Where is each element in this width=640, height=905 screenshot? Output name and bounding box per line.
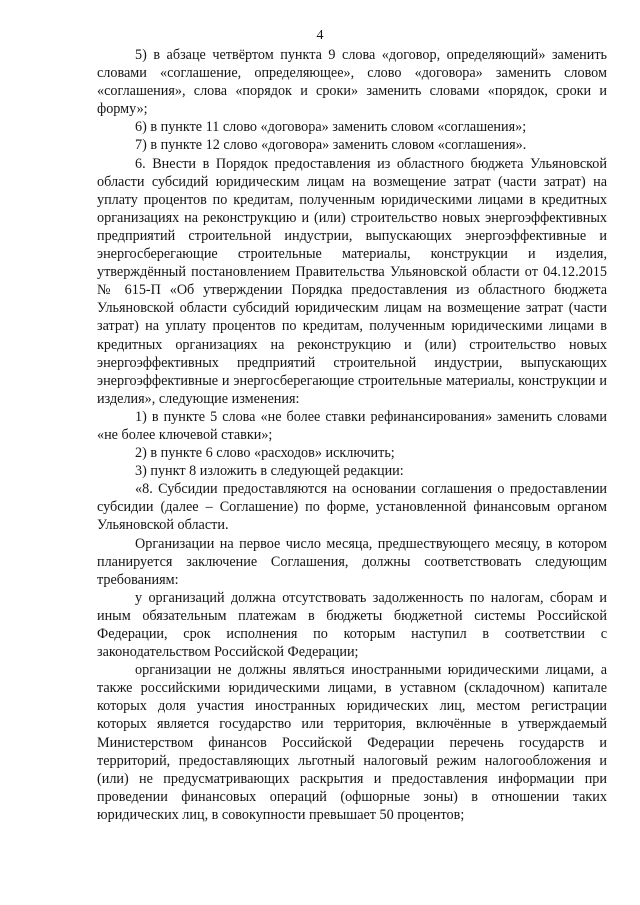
paragraph-subitem-3: 3) пункт 8 изложить в следующей редакции: xyxy=(135,463,404,480)
paragraph-section-6: 6. Внести в Порядок предоставления из областного бюджета Ульяновской области субсидий юридическим лицам на возмещение затрат (части затрат) на уплату процентов по кредитам, полученным юридическими лицами в кредитных организациях на реконструкцию и (или) строительство новых энергоэффективных предприятий строительной индустрии, выпускающих энергоэффективные и энергосберегающие строительные материалы, конструкции и изделия, утверждённый постановлением Правительства Ульяновской области от 04.12.2015 № 615-П «Об утверждении Порядка предоставления из областного бюджета Ульяновской области субсидий юридическим лицам на возмещение затрат (части затрат) на уплату процентов по кредитам, полученным юридическими лицами в кредитных организациях на реконструкцию и (или) строительство новых энергоэффективных предприятий строительной индустрии, выпускающих энергоэффективные и энергосберегающие строительные материалы, конструкции и изделия», следующие изменения: xyxy=(97,155,607,407)
paragraph-item-5: 5) в абзаце четвёртом пункта 9 слова «договор, определяющий» заменить словами «соглашение, определяющее», слово «договора» заменить словом «соглашения», слова «порядок и сроки» заменить словами «порядок, сроки и форму»; xyxy=(97,47,607,118)
page-number: 4 xyxy=(316,28,324,43)
paragraph-requirements-intro: Организации на первое число месяца, предшествующего месяцу, в котором планируется заключение Соглашения, должны соответствовать следующим требованиям: xyxy=(97,535,607,588)
paragraph-item-7: 7) в пункте 12 слово «договора» заменить словом «соглашения». xyxy=(135,137,527,154)
paragraph-item-6: 6) в пункте 11 слово «договора» заменить словом «соглашения»; xyxy=(135,119,527,136)
paragraph-subitem-2: 2) в пункте 6 слово «расходов» исключить; xyxy=(135,445,395,462)
paragraph-requirement-tax-debt: у организаций должна отсутствовать задолженность по налогам, сборам и иным обязательным платежам в бюджеты бюджетной системы Российской Федерации, срок исполнения по которым наступил в соответствии с законодательством Российской Федерации; xyxy=(97,589,607,661)
document-body xyxy=(97,46,607,824)
paragraph-clause-8: «8. Субсидии предоставляются на основании соглашения о предоставлении субсидии (далее – Соглашение) по форме, установленной финансовым органом Ульяновской области. xyxy=(97,481,607,534)
paragraph-requirement-offshore: организации не должны являться иностранными юридическими лицами, а также российскими юридическими лицами, в уставном (складочном) капитале которых доля участия иностранных юридических лиц, местом регистрации которых является государство или территория, включённые в утверждаемый Министерством финансов Российской Федерации перечень государств и территорий, предоставляющих льготный налоговый режим налогообложения и (или) не предусматривающих раскрытия и предоставления информации при проведении финансовых операций (офшорные зоны) в отношении таких юридических лиц, в совокупности превышает 50 процентов; xyxy=(97,662,607,823)
paragraph-subitem-1: 1) в пункте 5 слова «не более ставки рефинансирования» заменить словами «не более ключевой ставки»; xyxy=(97,408,607,443)
